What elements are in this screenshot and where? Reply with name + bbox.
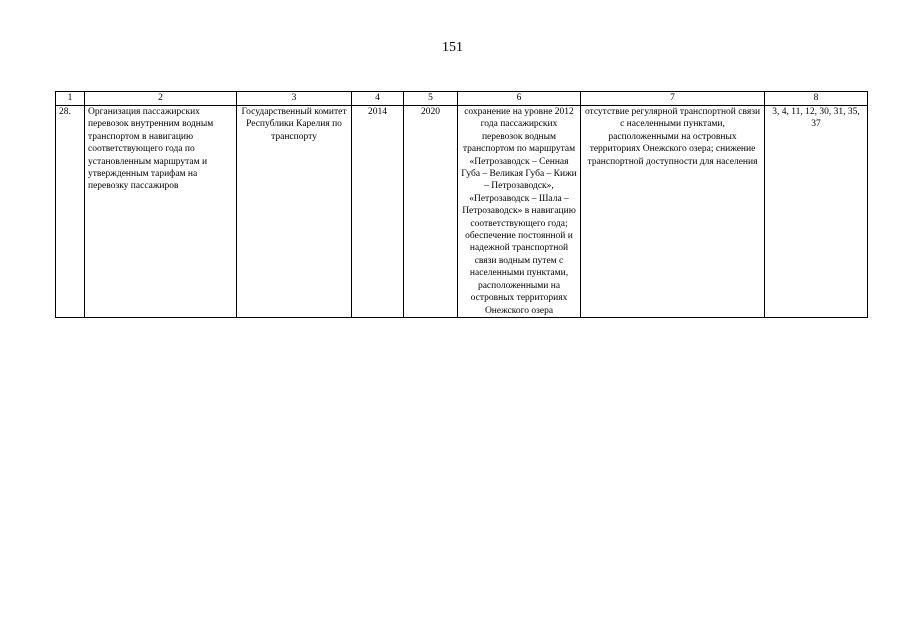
- consequences-cell: отсутствие регулярной транспортной связи с населенными пунктами, расположенными на островных территориях Онежского озера; снижение транспортной доступности для населения: [581, 106, 765, 318]
- header-cell: 4: [352, 92, 404, 106]
- end-year-cell: 2020: [404, 106, 458, 318]
- table-header-row: [56, 92, 868, 106]
- header-cell: 3: [237, 92, 352, 106]
- executor-cell: Государственный комитет Республики Карелия по транспорту: [237, 106, 352, 318]
- table-row: [56, 106, 868, 318]
- expected-result-cell: сохранение на уровне 2012 года пассажирских перевозок водным транспортом по маршрутам «Петрозаводск – Сенная Губа – Великая Губа – Кижи – Петрозаводск», «Петрозаводск – Шала – Петрозаводск» в навигацию соответствующего года; обеспечение постоянной и надежной транспортной связи водным путем с населенными пунктами, расположенными на островных территориях Онежского озера: [458, 106, 581, 318]
- measures-table: [55, 91, 868, 318]
- header-cell: 8: [765, 92, 868, 106]
- measure-cell: Организация пассажирских перевозок внутренним водным транспортом в навигацию соответствующего года по установленным маршрутам и утвержденным тарифам на перевозку пассажиров: [85, 106, 237, 318]
- header-cell: 1: [56, 92, 85, 106]
- indicators-cell: 3, 4, 11, 12, 30, 31, 35, 37: [765, 106, 868, 318]
- header-cell: 6: [458, 92, 581, 106]
- page-number: 151: [442, 40, 463, 55]
- header-cell: 5: [404, 92, 458, 106]
- header-cell: 2: [85, 92, 237, 106]
- header-cell: 7: [581, 92, 765, 106]
- start-year-cell: 2014: [352, 106, 404, 318]
- row-number-cell: 28.: [56, 106, 85, 318]
